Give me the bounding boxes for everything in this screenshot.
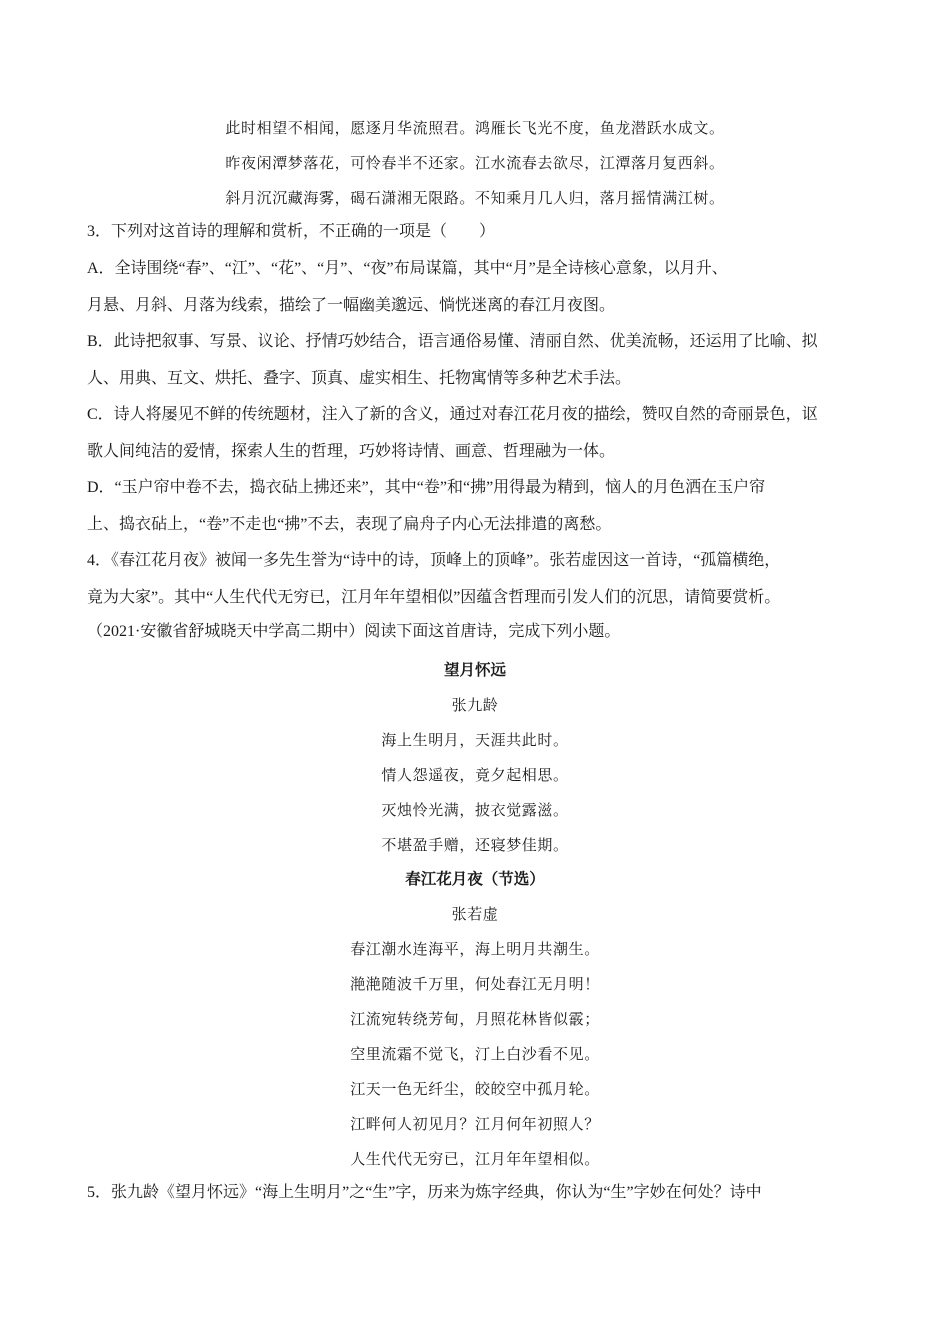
q3-option-d-line: 上、捣衣砧上，“卷”不走也“拂”不去，表现了扁舟子内心无法排遣的离愁。 bbox=[87, 516, 612, 533]
q3-option-c-line: C．诗人将屡见不鲜的传统题材，注入了新的含义，通过对春江花月夜的描绘，赞叹自然的奇丽景色，讴 bbox=[87, 406, 818, 423]
q3-option-c-line: 歌人间纯洁的爱情，探索人生的哲理，巧妙将诗情、画意、哲理融为一体。 bbox=[87, 443, 616, 460]
poem-line: 空里流霜不觉飞，汀上白沙看不见。 bbox=[350, 1045, 600, 1063]
poem-line: 滟滟随波千万里，何处春江无月明！ bbox=[350, 975, 600, 993]
poem-title: 春江花月夜（节选） bbox=[405, 869, 545, 888]
poem-line: 昨夜闲潭梦落花，可怜春半不还家。江水流春去欲尽，江潭落月复西斜。 bbox=[225, 154, 725, 172]
poem-title: 望月怀远 bbox=[443, 660, 506, 679]
poem-line: 不堪盈手赠，还寝梦佳期。 bbox=[381, 836, 569, 854]
poem-line: 此时相望不相闻，愿逐月华流照君。鸿雁长飞光不度，鱼龙潜跃水成文。 bbox=[225, 119, 725, 137]
q3-option-b-line: B．此诗把叙事、写景、议论、抒情巧妙结合，语言通俗易懂、清丽自然、优美流畅，还运用了比喻、拟 bbox=[87, 333, 818, 350]
poem-line: 江流宛转绕芳甸，月照花林皆似霰； bbox=[350, 1010, 600, 1028]
question-4-line: 竟为大家”。其中“人生代代无穷已，江月年年望相似”因蕴含哲理而引发人们的沉思，请简要赏析。 bbox=[87, 589, 781, 606]
q3-option-a-line: 月悬、月斜、月落为线索，描绘了一幅幽美邈远、惝恍迷离的春江月夜图。 bbox=[87, 297, 616, 314]
poem-author: 张九龄 bbox=[451, 696, 499, 714]
poem-author: 张若虚 bbox=[451, 905, 499, 923]
question-5-line: 5．张九龄《望月怀远》“海上生明月”之“生”字，历来为炼字经典，你认为“生”字妙在何处？诗中 bbox=[87, 1184, 762, 1201]
q3-option-a-line: A．全诗围绕“春”、“江”、“花”、“月”、“夜”布局谋篇，其中“月”是全诗核心意象，以月升、 bbox=[87, 260, 728, 277]
q3-option-d-line: D．“玉户帘中卷不去，捣衣砧上拂还来”，其中“卷”和“拂”用得最为精到，恼人的月色洒在玉户帘 bbox=[87, 479, 766, 496]
question-3-stem: 3．下列对这首诗的理解和赏析，不正确的一项是（ ） bbox=[87, 223, 496, 240]
poem-line: 春江潮水连海平，海上明月共潮生。 bbox=[350, 940, 600, 958]
poem-line: 人生代代无穷已，江月年年望相似。 bbox=[350, 1150, 600, 1168]
poem-line: 江天一色无纤尘，皎皎空中孤月轮。 bbox=[350, 1080, 600, 1098]
q3-option-b-line: 人、用典、互文、烘托、叠字、顶真、虚实相生、托物寓情等多种艺术手法。 bbox=[87, 370, 632, 387]
source-note: （2021·安徽省舒城晓天中学高二期中）阅读下面这首唐诗，完成下列小题。 bbox=[87, 623, 621, 640]
poem-line: 情人怨遥夜，竟夕起相思。 bbox=[381, 766, 569, 784]
poem-line: 海上生明月，天涯共此时。 bbox=[381, 731, 569, 749]
question-4-line: 4．《春江花月夜》被闻一多先生誉为“诗中的诗，顶峰上的顶峰”。张若虚因这一首诗，“孤篇横绝， bbox=[87, 552, 781, 569]
poem-line: 斜月沉沉藏海雾，碣石潇湘无限路。不知乘月几人归，落月摇情满江树。 bbox=[225, 189, 725, 207]
poem-line: 江畔何人初见月？江月何年初照人？ bbox=[350, 1115, 600, 1133]
poem-line: 灭烛怜光满，披衣觉露滋。 bbox=[381, 801, 569, 819]
